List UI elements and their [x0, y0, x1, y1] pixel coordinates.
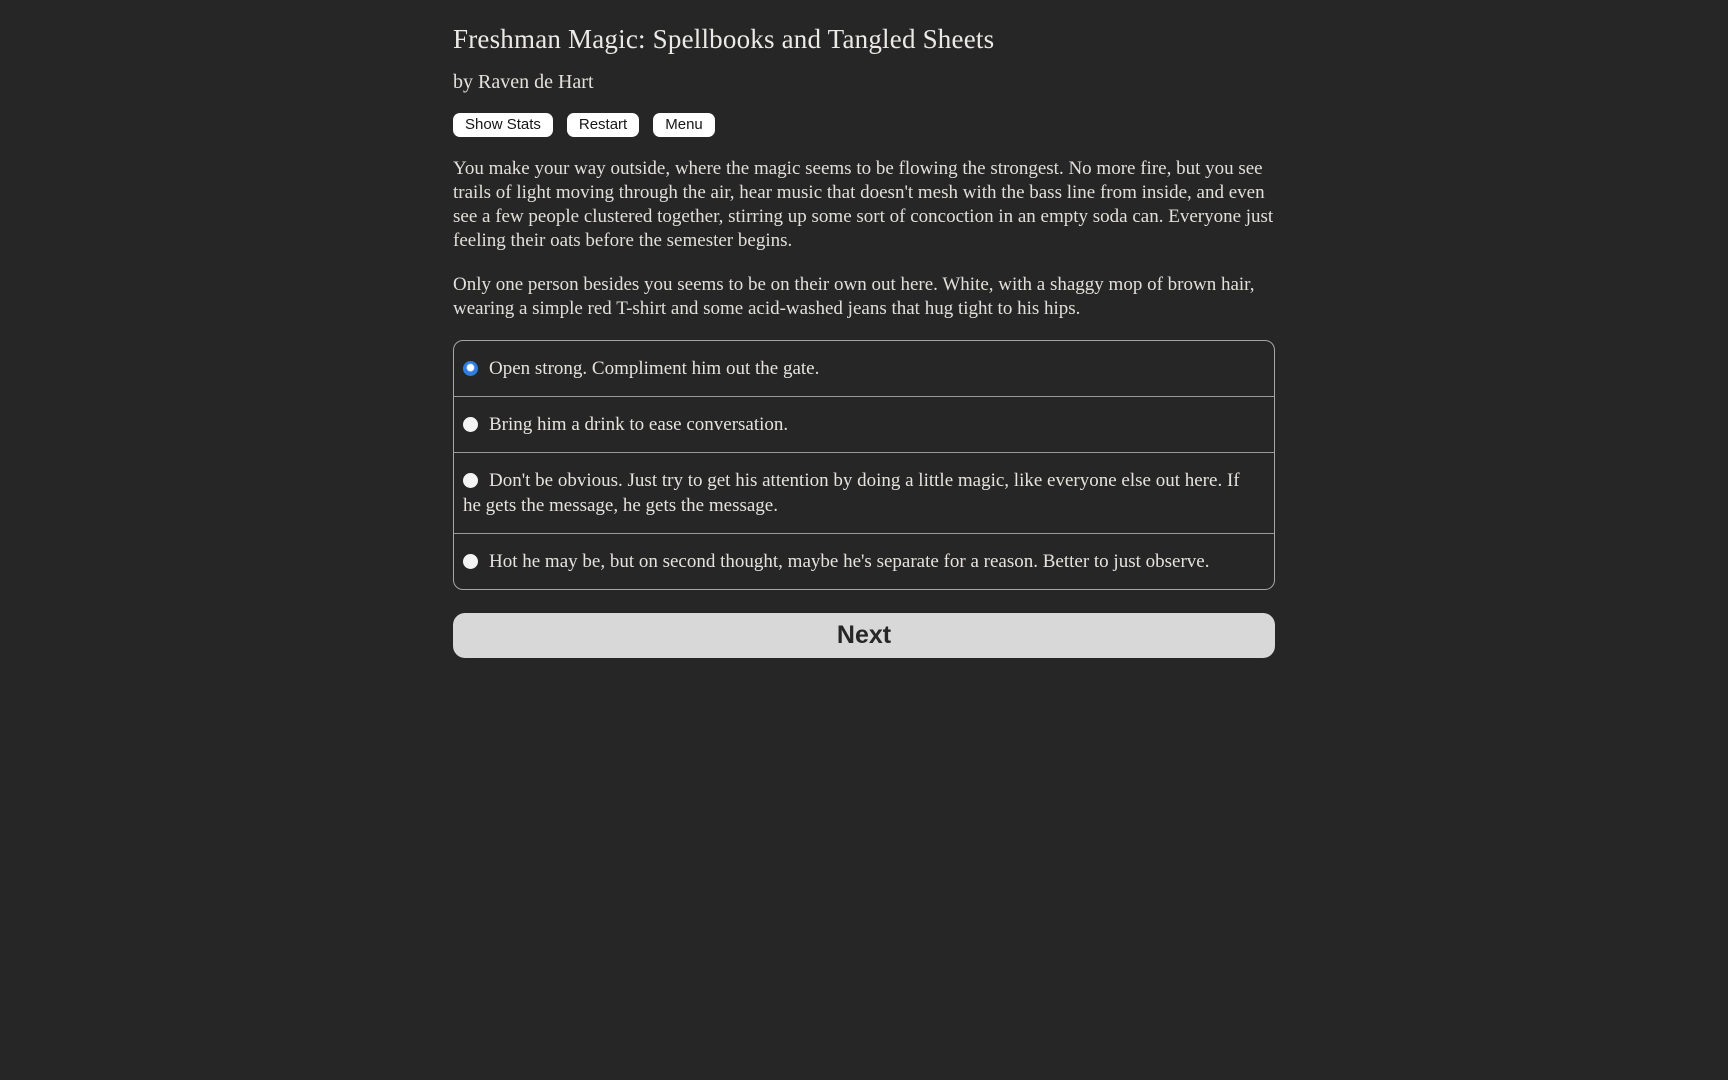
radio-icon[interactable] — [463, 554, 478, 569]
choice-label: Don't be obvious. Just try to get his attention by doing a little magic, like everyone else out here. If he gets the message, he gets the message. — [463, 470, 1240, 516]
story-text — [453, 157, 1275, 321]
author-byline: by Raven de Hart — [453, 71, 594, 93]
choice-list — [453, 340, 1275, 590]
restart-button[interactable]: Restart — [567, 113, 639, 137]
choice-label: Hot he may be, but on second thought, maybe he's separate for a reason. Better to just observe. — [489, 551, 1210, 572]
choice-option-3[interactable] — [454, 452, 1274, 533]
choice-label: Open strong. Compliment him out the gate. — [489, 358, 820, 379]
game-page — [453, 0, 1275, 658]
story-paragraph: You make your way outside, where the magic seems to be flowing the strongest. No more fire, but you see trails of light moving through the air, hear music that doesn't mesh with the bass line from inside, and even see a few people clustered together, stirring up some sort of concoction in an empty soda can. Everyone just feeling their oats before the semester begins. — [453, 158, 1274, 251]
menu-button[interactable]: Menu — [653, 113, 715, 137]
choice-option-4[interactable] — [454, 533, 1274, 589]
choice-option-1[interactable] — [454, 341, 1274, 396]
story-paragraph: Only one person besides you seems to be on their own out here. White, with a shaggy mop of brown hair, wearing a simple red T-shirt and some acid-washed jeans that hug tight to his hips. — [453, 274, 1255, 319]
choice-option-2[interactable] — [454, 396, 1274, 452]
radio-selected-icon[interactable] — [463, 361, 478, 376]
next-button[interactable]: Next — [453, 613, 1275, 658]
choice-label: Bring him a drink to ease conversation. — [489, 414, 789, 435]
radio-icon[interactable] — [463, 473, 478, 488]
radio-icon[interactable] — [463, 417, 478, 432]
show-stats-button[interactable]: Show Stats — [453, 113, 553, 137]
page-title: Freshman Magic: Spellbooks and Tangled Sheets — [453, 24, 995, 54]
toolbar — [453, 113, 1275, 137]
